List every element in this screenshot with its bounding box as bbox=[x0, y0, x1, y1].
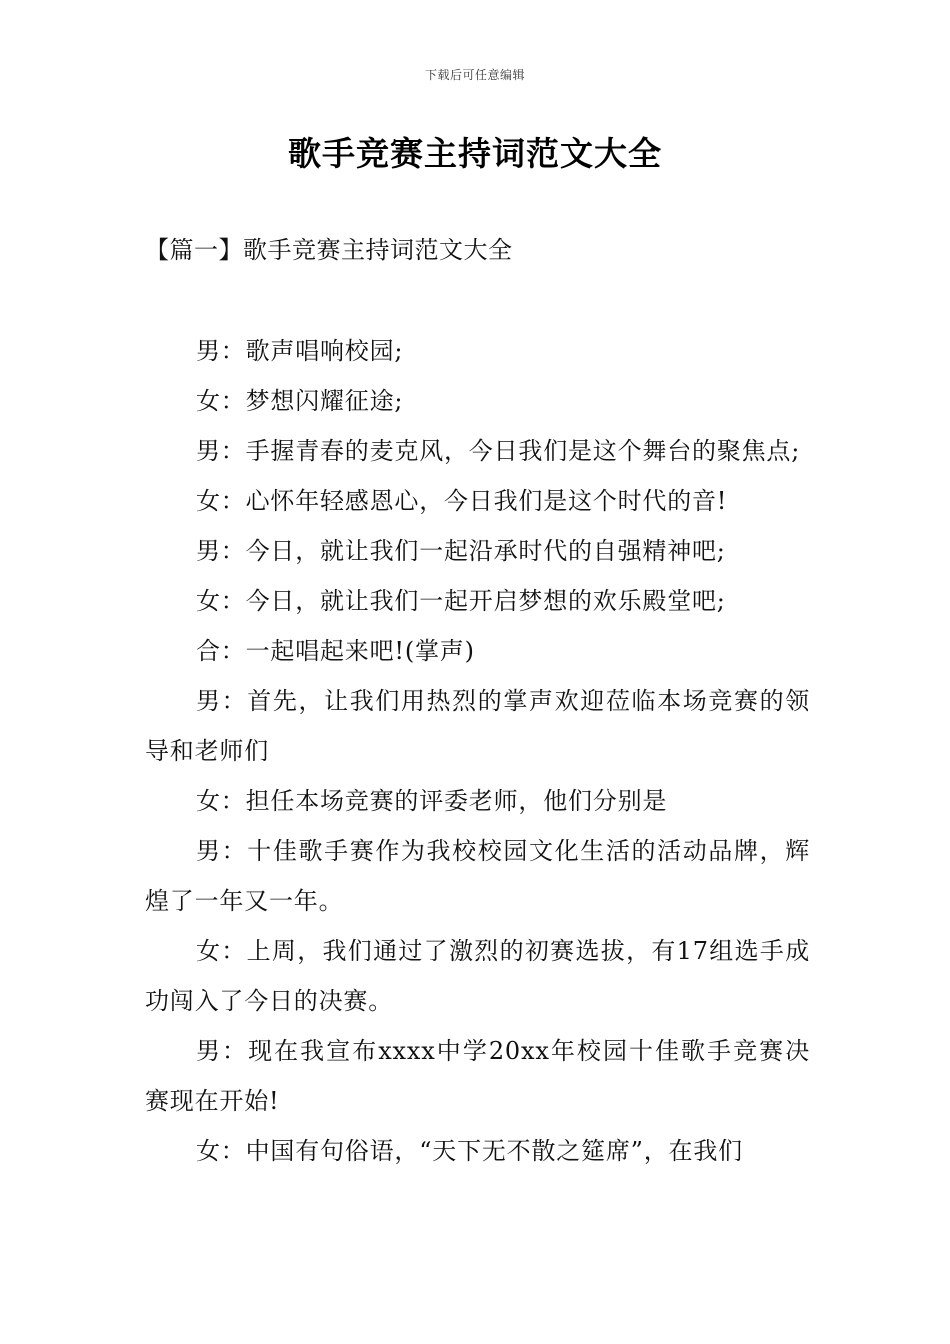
paragraph: 男：首先，让我们用热烈的掌声欢迎莅临本场竞赛的领导和老师们 bbox=[145, 687, 810, 765]
paragraph: 女：中国有句俗语，“天下无不散之筵席”，在我们 bbox=[196, 1137, 743, 1165]
section-heading: 【篇一】歌手竞赛主持词范文大全 bbox=[145, 236, 513, 264]
header-note: 下载后可任意编辑 bbox=[424, 68, 525, 82]
paragraph: 女：梦想闪耀征途; bbox=[196, 387, 404, 415]
paragraph: 男：十佳歌手赛作为我校校园文化生活的活动品牌，辉煌了一年又一年。 bbox=[145, 837, 810, 915]
document-title: 歌手竞赛主持词范文大全 bbox=[288, 134, 662, 173]
paragraph: 女：担任本场竞赛的评委老师，他们分别是 bbox=[196, 787, 668, 815]
paragraph: 男：现在我宣布xxxx中学20xx年校园十佳歌手竞赛决赛现在开始! bbox=[145, 1037, 810, 1115]
paragraph: 男：歌声唱响校园; bbox=[196, 337, 404, 365]
body-text bbox=[145, 326, 810, 1176]
paragraph: 男：今日，就让我们一起沿承时代的自强精神吧; bbox=[196, 537, 726, 565]
paragraph: 合：一起唱起来吧!(掌声) bbox=[196, 637, 475, 665]
paragraph: 女：今日，就让我们一起开启梦想的欢乐殿堂吧; bbox=[196, 587, 726, 615]
paragraph: 女：上周，我们通过了激烈的初赛选拔，有17组选手成功闯入了今日的决赛。 bbox=[145, 937, 810, 1015]
paragraph: 女：心怀年轻感恩心，今日我们是这个时代的音! bbox=[196, 487, 728, 515]
paragraph: 男：手握青春的麦克风，今日我们是这个舞台的聚焦点; bbox=[196, 437, 801, 465]
